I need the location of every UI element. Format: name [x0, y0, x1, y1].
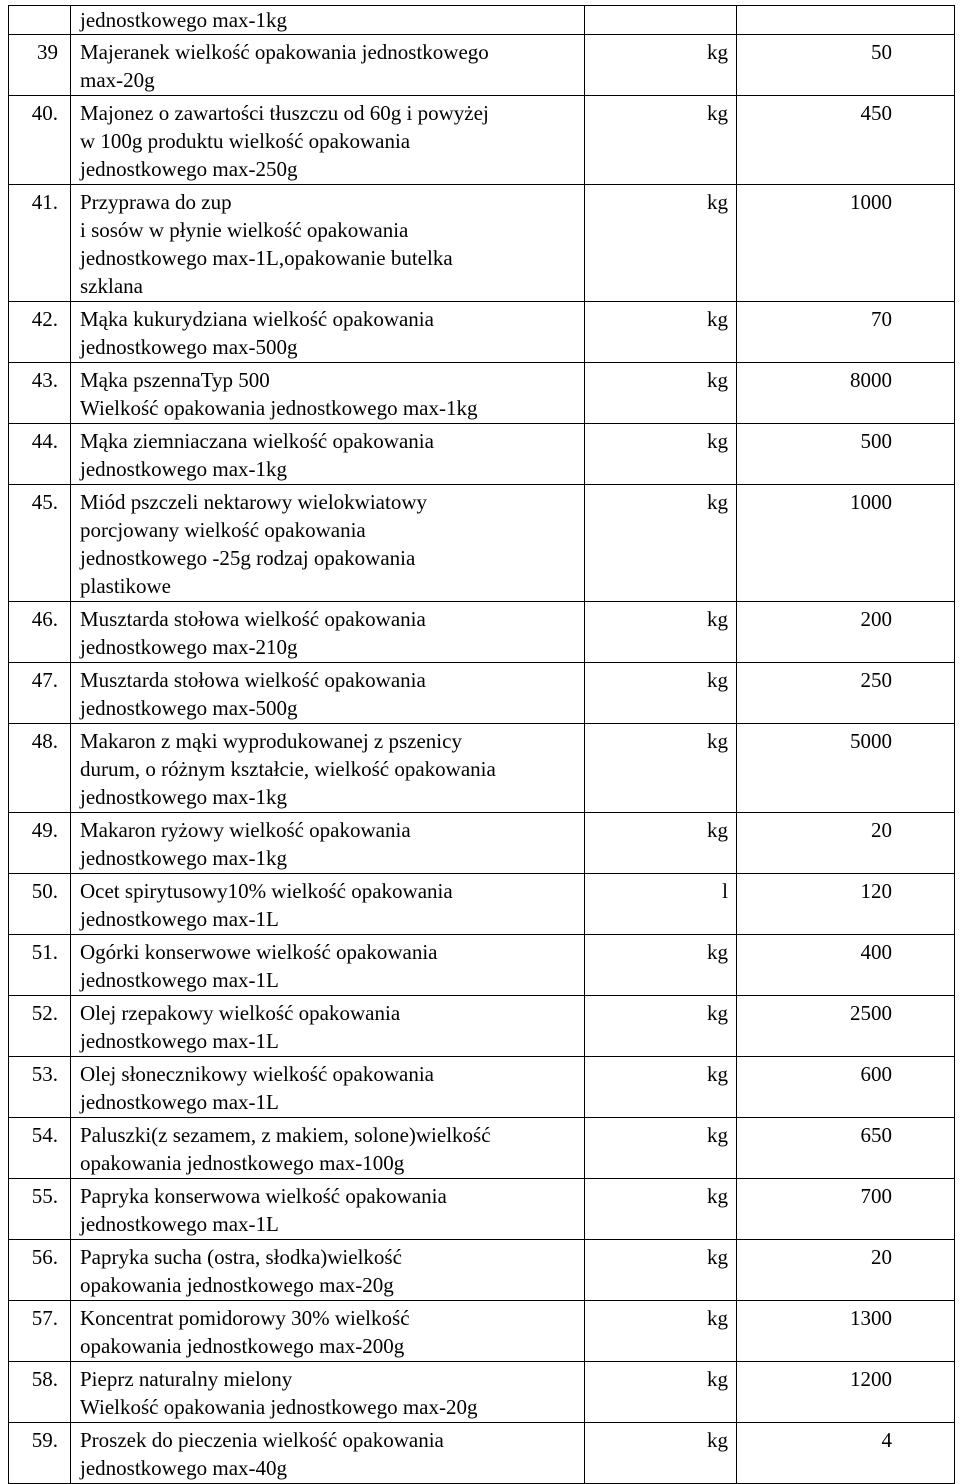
row-number: 39 — [9, 35, 71, 96]
row-unit: kg — [585, 363, 737, 424]
row-number: 42. — [9, 302, 71, 363]
row-quantity: 20 — [737, 1240, 955, 1301]
row-item-name: Ocet spirytusowy10% wielkość opakowania jednostkowego max-1L — [71, 874, 585, 935]
row-item-name: Papryka konserwowa wielkość opakowania jednostkowego max-1L — [71, 1179, 585, 1240]
row-item-name: Mąka pszennaTyp 500 Wielkość opakowania jednostkowego max-1kg — [71, 363, 585, 424]
row-unit: kg — [585, 724, 737, 813]
row-unit: kg — [585, 96, 737, 185]
row-quantity: 250 — [737, 663, 955, 724]
table-row — [9, 6, 955, 35]
row-number: 48. — [9, 724, 71, 813]
row-quantity: 500 — [737, 424, 955, 485]
row-item-name: Papryka sucha (ostra, słodka)wielkość opakowania jednostkowego max-20g — [71, 1240, 585, 1301]
row-quantity: 70 — [737, 302, 955, 363]
row-item-name: Miód pszczeli nektarowy wielokwiatowy porcjowany wielkość opakowania jednostkowego -25g rodzaj opakowania plastikowe — [71, 485, 585, 602]
row-number: 52. — [9, 996, 71, 1057]
table-row — [9, 602, 955, 663]
row-unit: kg — [585, 996, 737, 1057]
row-item-name: Pieprz naturalny mielony Wielkość opakowania jednostkowego max-20g — [71, 1362, 585, 1423]
table-row — [9, 302, 955, 363]
row-quantity: 2500 — [737, 996, 955, 1057]
row-quantity: 1200 — [737, 1362, 955, 1423]
row-item-name: Musztarda stołowa wielkość opakowania jednostkowego max-500g — [71, 663, 585, 724]
row-quantity: 650 — [737, 1118, 955, 1179]
row-unit: kg — [585, 1057, 737, 1118]
row-item-name: Musztarda stołowa wielkość opakowania jednostkowego max-210g — [71, 602, 585, 663]
table-row — [9, 663, 955, 724]
row-number: 44. — [9, 424, 71, 485]
product-table — [8, 5, 955, 1484]
row-unit: kg — [585, 424, 737, 485]
row-quantity: 450 — [737, 96, 955, 185]
row-number: 50. — [9, 874, 71, 935]
row-quantity: 1000 — [737, 185, 955, 302]
row-quantity: 5000 — [737, 724, 955, 813]
row-quantity: 50 — [737, 35, 955, 96]
row-quantity: 400 — [737, 935, 955, 996]
table-row — [9, 1240, 955, 1301]
table-row — [9, 363, 955, 424]
row-item-name: Paluszki(z sezamem, z makiem, solone)wielkość opakowania jednostkowego max-100g — [71, 1118, 585, 1179]
row-unit: kg — [585, 1179, 737, 1240]
row-number: 54. — [9, 1118, 71, 1179]
row-number: 55. — [9, 1179, 71, 1240]
row-quantity: 4 — [737, 1423, 955, 1484]
row-unit: kg — [585, 935, 737, 996]
table-row — [9, 813, 955, 874]
row-number: 51. — [9, 935, 71, 996]
row-number — [9, 6, 71, 35]
row-number: 47. — [9, 663, 71, 724]
table-row — [9, 1301, 955, 1362]
row-quantity: 1300 — [737, 1301, 955, 1362]
row-quantity — [737, 6, 955, 35]
row-number: 53. — [9, 1057, 71, 1118]
row-unit: kg — [585, 813, 737, 874]
row-quantity: 600 — [737, 1057, 955, 1118]
row-item-name: Mąka ziemniaczana wielkość opakowania jednostkowego max-1kg — [71, 424, 585, 485]
table-row — [9, 1057, 955, 1118]
row-number: 46. — [9, 602, 71, 663]
table-row — [9, 1179, 955, 1240]
table-row — [9, 485, 955, 602]
table-row — [9, 1362, 955, 1423]
row-unit: kg — [585, 663, 737, 724]
table-row — [9, 874, 955, 935]
row-unit: kg — [585, 185, 737, 302]
table-row — [9, 96, 955, 185]
row-number: 56. — [9, 1240, 71, 1301]
row-unit: kg — [585, 1362, 737, 1423]
row-number: 49. — [9, 813, 71, 874]
row-item-name: Majeranek wielkość opakowania jednostkowego max-20g — [71, 35, 585, 96]
row-item-name: jednostkowego max-1kg — [71, 6, 585, 35]
row-number: 40. — [9, 96, 71, 185]
row-unit: kg — [585, 1301, 737, 1362]
row-unit — [585, 6, 737, 35]
row-item-name: Olej słonecznikowy wielkość opakowania jednostkowego max-1L — [71, 1057, 585, 1118]
table-row — [9, 35, 955, 96]
row-number: 43. — [9, 363, 71, 424]
product-table-body — [9, 6, 955, 1484]
table-row — [9, 724, 955, 813]
row-quantity: 120 — [737, 874, 955, 935]
row-quantity: 8000 — [737, 363, 955, 424]
row-number: 58. — [9, 1362, 71, 1423]
row-unit: kg — [585, 1240, 737, 1301]
row-item-name: Mąka kukurydziana wielkość opakowania jednostkowego max-500g — [71, 302, 585, 363]
row-quantity: 700 — [737, 1179, 955, 1240]
row-unit: kg — [585, 1118, 737, 1179]
row-item-name: Proszek do pieczenia wielkość opakowania jednostkowego max-40g — [71, 1423, 585, 1484]
row-unit: l — [585, 874, 737, 935]
row-unit: kg — [585, 602, 737, 663]
row-number: 41. — [9, 185, 71, 302]
table-row — [9, 1118, 955, 1179]
row-item-name: Makaron z mąki wyprodukowanej z pszenicy durum, o różnym kształcie, wielkość opakowania jednostkowego max-1kg — [71, 724, 585, 813]
row-quantity: 20 — [737, 813, 955, 874]
row-quantity: 200 — [737, 602, 955, 663]
row-item-name: Przyprawa do zup i sosów w płynie wielkość opakowania jednostkowego max-1L,opakowanie butelka szklana — [71, 185, 585, 302]
row-unit: kg — [585, 1423, 737, 1484]
row-number: 45. — [9, 485, 71, 602]
row-unit: kg — [585, 485, 737, 602]
row-unit: kg — [585, 302, 737, 363]
table-row — [9, 424, 955, 485]
table-row — [9, 935, 955, 996]
row-item-name: Olej rzepakowy wielkość opakowania jednostkowego max-1L — [71, 996, 585, 1057]
table-row — [9, 185, 955, 302]
row-number: 59. — [9, 1423, 71, 1484]
row-quantity: 1000 — [737, 485, 955, 602]
table-row — [9, 1423, 955, 1484]
row-number: 57. — [9, 1301, 71, 1362]
row-item-name: Majonez o zawartości tłuszczu od 60g i powyżej w 100g produktu wielkość opakowania jednostkowego max-250g — [71, 96, 585, 185]
row-unit: kg — [585, 35, 737, 96]
row-item-name: Makaron ryżowy wielkość opakowania jednostkowego max-1kg — [71, 813, 585, 874]
row-item-name: Ogórki konserwowe wielkość opakowania jednostkowego max-1L — [71, 935, 585, 996]
row-item-name: Koncentrat pomidorowy 30% wielkość opakowania jednostkowego max-200g — [71, 1301, 585, 1362]
table-row — [9, 996, 955, 1057]
